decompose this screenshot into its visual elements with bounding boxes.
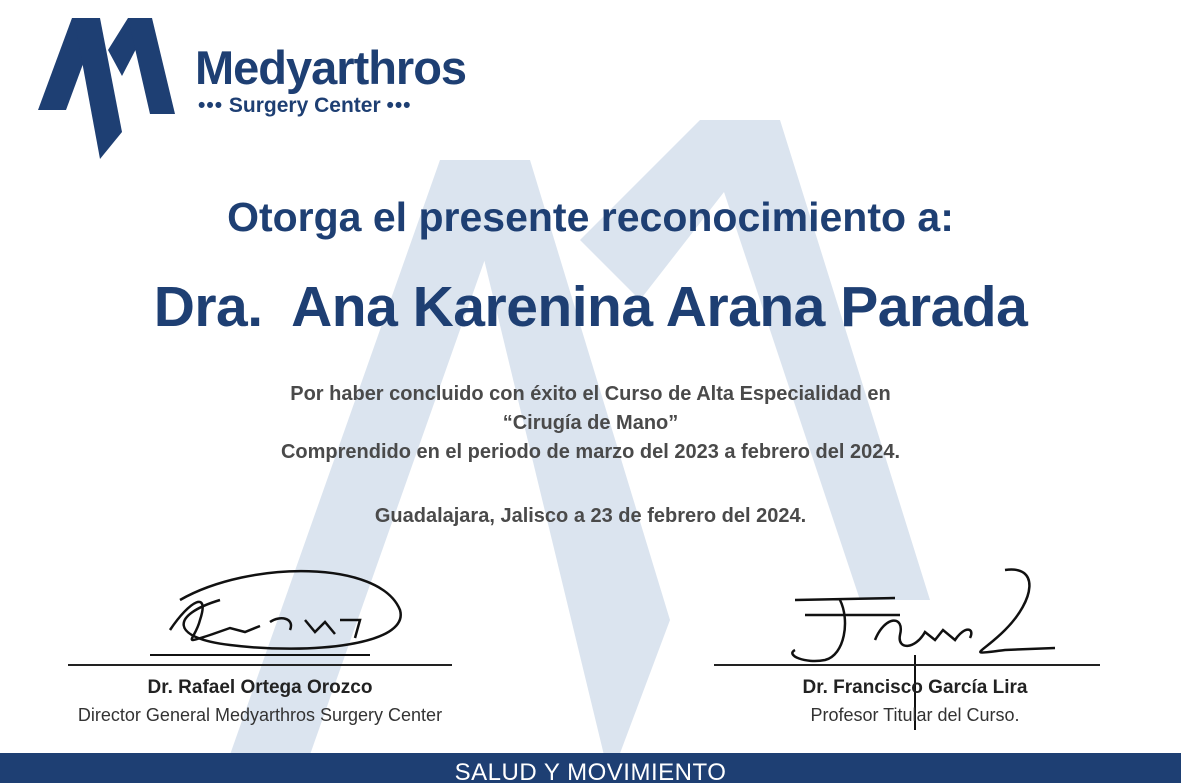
footer-slogan: SALUD Y MOVIMIENTO bbox=[454, 759, 727, 783]
logo-dots-right: ••• bbox=[386, 94, 412, 117]
body-line-2: “Cirugía de Mano” bbox=[502, 412, 679, 434]
certificate-heading: Otorga el presente reconocimiento a: bbox=[227, 194, 954, 240]
certificate-body bbox=[0, 380, 1181, 467]
brand-logo bbox=[30, 14, 490, 164]
medyarthros-m-logo-icon bbox=[30, 14, 180, 164]
place-and-date: Guadalajara, Jalisco a 23 de febrero del 2024. bbox=[374, 505, 807, 527]
logo-dots-left: ••• bbox=[198, 94, 224, 117]
footer-banner bbox=[0, 753, 1181, 783]
signature-line-left bbox=[68, 664, 452, 666]
signature-block-right bbox=[700, 560, 1130, 730]
logo-subtitle-row bbox=[198, 94, 412, 118]
signatory-name-right: Dr. Francisco García Lira bbox=[802, 677, 1028, 698]
signature-block-left bbox=[40, 560, 480, 725]
signature-line-right bbox=[714, 664, 1100, 666]
logo-name: Medyarthros bbox=[195, 41, 467, 94]
signatory-name-left: Dr. Rafael Ortega Orozco bbox=[147, 677, 373, 698]
signatory-title-left: Director General Medyarthros Surgery Center bbox=[77, 705, 443, 725]
recipient-name: Dra. Ana Karenina Arana Parada bbox=[153, 275, 1028, 339]
logo-subtitle: Surgery Center bbox=[228, 94, 381, 117]
handwritten-signature-left bbox=[110, 560, 410, 665]
body-line-3: Comprendido en el periodo de marzo del 2023 a febrero del 2024. bbox=[280, 441, 901, 463]
signatory-title-right: Profesor Titular del Curso. bbox=[810, 705, 1020, 725]
body-line-1: Por haber concluido con éxito el Curso de Alta Especialidad en bbox=[290, 383, 891, 405]
